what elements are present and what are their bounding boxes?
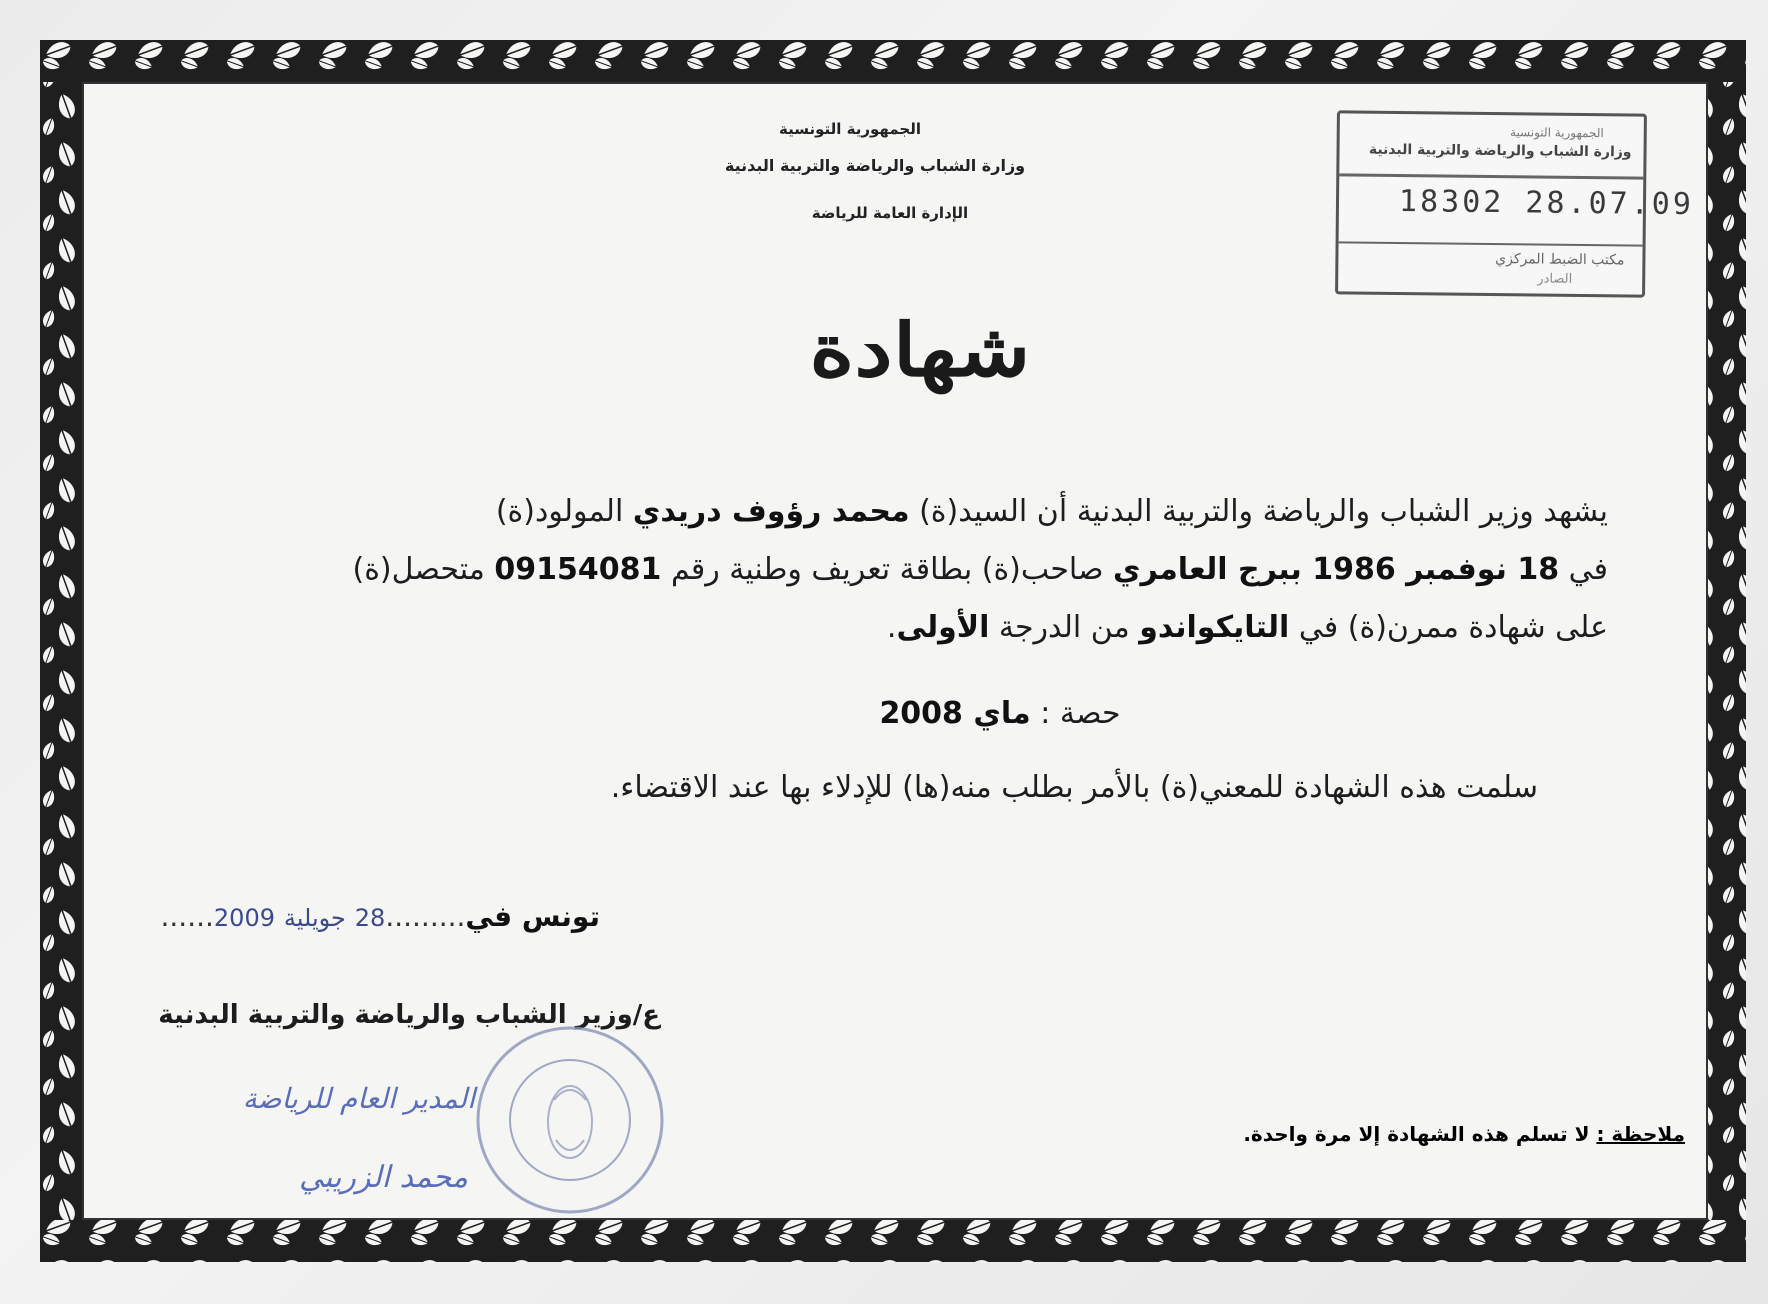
birth-date-place: 18 نوفمبر 1986 ببرج العامري <box>1113 552 1560 587</box>
place-label: تونس في <box>465 900 600 933</box>
degree-level: الأولى <box>896 610 990 645</box>
body-text: يشهد وزير الشباب والرياضة والتربية البدنية أن السيد(ة) <box>919 494 1608 529</box>
session-line <box>760 696 1240 731</box>
body-text: في <box>1568 552 1608 587</box>
stamp-number: 18302 <box>1398 184 1505 221</box>
note-text: لا تسلم هذه الشهادة إلا مرة واحدة. <box>1243 1122 1590 1146</box>
note-label: ملاحظة : <box>1596 1122 1685 1146</box>
body-line-1 <box>168 494 1608 529</box>
date-month: جويلية <box>283 904 346 932</box>
header-country: الجمهورية التونسية <box>779 120 921 138</box>
stamp-date: 28.07.09 <box>1525 185 1695 223</box>
minister-line: ع/وزير الشباب والرياضة والتربية البدنية <box>158 1000 660 1030</box>
stamp-outgoing: الصادر <box>1537 271 1573 287</box>
body-text: المولود(ة) <box>495 494 624 529</box>
holder-name: محمد رؤوف دريدي <box>632 494 910 529</box>
body-text: متحصل(ة) <box>352 552 485 587</box>
director-title: المدير العام للرياضة <box>242 1082 475 1115</box>
signer-name: محمد الزريبي <box>299 1160 468 1195</box>
body-line-5: سلمت هذه الشهادة للمعني(ة) بالأمر بطلب منه(ها) للإدلاء بها عند الاقتضاء. <box>610 770 1538 805</box>
header-directorate: الإدارة العامة للرياضة <box>811 204 969 222</box>
dots: ......... <box>385 900 466 933</box>
stamp-number-date <box>1399 184 1694 222</box>
stamp-ministry: وزارة الشباب والرياضة والتربية البدنية <box>1368 141 1632 161</box>
body-text: صاحب(ة) بطاقة تعريف وطنية رقم <box>670 552 1104 587</box>
body-line-3 <box>168 610 1608 645</box>
body-line-2 <box>168 552 1608 587</box>
footer-note <box>1180 1122 1685 1146</box>
body-text: . <box>886 610 897 645</box>
header-ministry: وزارة الشباب والرياضة والتربية البدنية <box>724 156 1026 175</box>
session-value: ماي 2008 <box>879 696 1031 731</box>
registration-stamp <box>1335 110 1695 297</box>
official-seal-icon <box>470 1020 670 1220</box>
id-number: 09154081 <box>494 552 662 587</box>
sport-name: التايكواندو <box>1139 610 1290 645</box>
certificate-title: شهادة <box>809 307 1031 394</box>
body-text: من الدرجة <box>998 610 1130 645</box>
session-label: حصة : <box>1040 696 1121 731</box>
date-day: 28 <box>354 904 386 932</box>
stamp-country: الجمهورية التونسية <box>1509 125 1604 141</box>
date-year: 2009 <box>213 904 275 932</box>
stamp-office: مكتب الضبط المركزي <box>1495 251 1625 269</box>
place-date: تونس في.........28 جويلية 2009...... <box>160 900 600 933</box>
body-text: على شهادة ممرن(ة) في <box>1298 610 1608 645</box>
